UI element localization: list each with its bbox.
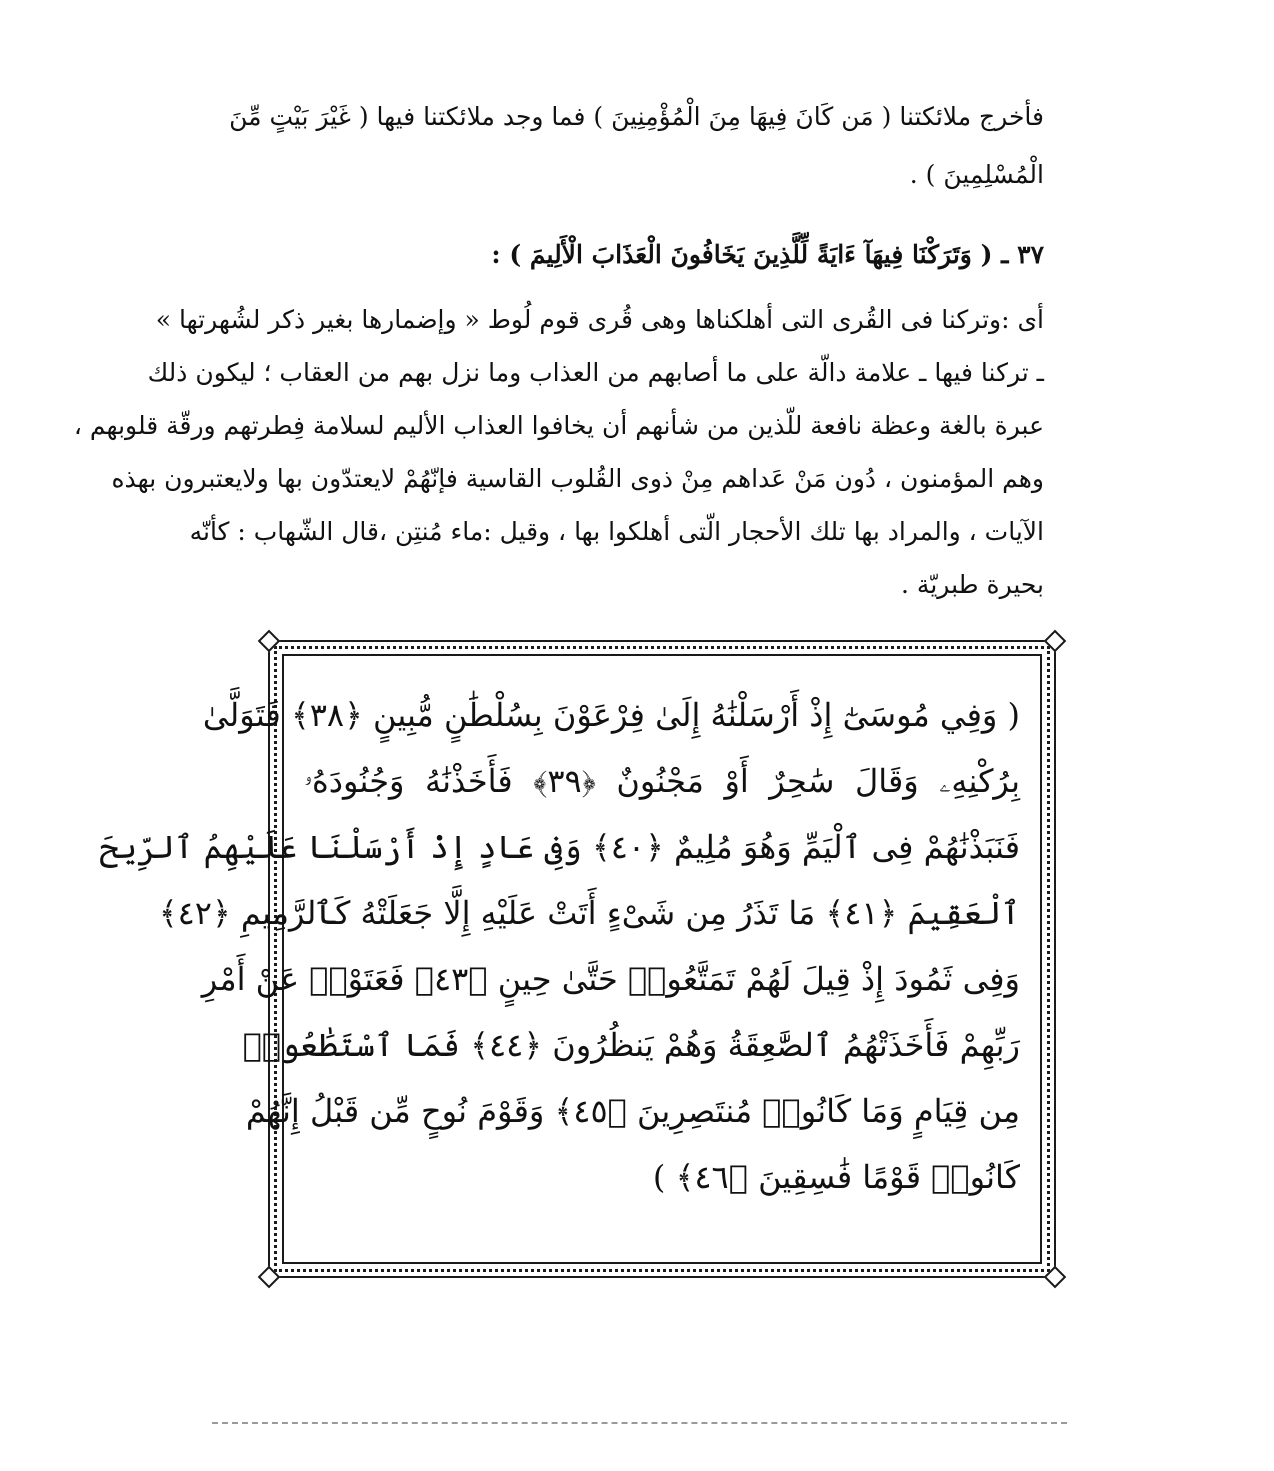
quran-verse-frame	[99, 640, 1056, 1278]
quran-verses	[99, 682, 1020, 1210]
text-line: الآيات ، والمراد بها تلك الأحجار الّتى أهلكوا بها ، وقيل :ماء مُنتِن ،قال الشّهاب : كأنّه	[189, 517, 1044, 546]
verse-heading-text: ٣٧ ـ ( وَتَرَكْنَا فِيهَآ ءَايَةً لِّلَّذِينَ يَخَافُونَ الْعَذَابَ الْأَلِيمَ ) :	[491, 240, 1044, 269]
text-line: عبرة بالغة وعظة نافعة للّذين من شأنهم أن يخافوا العذاب الأليم لسلامة فِطرتهم ورقّة قلوبهم ،	[73, 411, 1044, 440]
commentary-paragraph-intro	[229, 92, 1044, 208]
text-line: وهم المؤمنون ، دُون مَنْ عَداهم مِنْ ذوى القُلوب القاسية فإنّهُمْ لايعتدّون بها ولايعتبرون بهذه	[111, 464, 1044, 493]
verse-line: فَنَبَذْنَٰهُمْ فِى ٱلْيَمِّ وَهُوَ مُلِيمٌ ﴿٤٠﴾ وَفِى عَادٍ إِذْ أَرْسَلْنَا عَلَيْهِمُ ٱلرِّيحَ	[99, 828, 1020, 866]
verse-line: وَفِى ثَمُودَ إِذْ قِيلَ لَهُمْ تَمَتَّعُوا۟ حَتَّىٰ حِينٍ ﴿٤٣﴾ فَعَتَوْا۟ عَنْ أَمْرِ	[201, 960, 1020, 998]
text-line: بحيرة طبريّة .	[901, 570, 1044, 599]
commentary-paragraph-explanation	[73, 300, 1044, 618]
verse-line: ٱلْعَقِيمَ ﴿٤١﴾ مَا تَذَرُ مِن شَىْءٍ أَتَتْ عَلَيْهِ إِلَّا جَعَلَتْهُ كَٱلرَّمِيمِ ﴿٤٢﴾	[158, 894, 1020, 932]
verse-heading	[244, 240, 1044, 269]
page-bottom-rule	[212, 1422, 1067, 1424]
verse-line: ( وَفِي مُوسَىٰٓ إِذْ أَرْسَلْنَٰهُ إِلَىٰ فِرْعَوْنَ بِسُلْطَٰنٍ مُّبِينٍ ﴿٣٨﴾ فَتَوَلَّىٰ	[202, 696, 1020, 734]
text-line: فأخرج ملائكتنا ( مَن كَانَ فِيهَا مِنَ الْمُؤْمِنِينَ ) فما وجد ملائكتنا فيها ( غَيْرَ بَيْتٍ مِّنَ	[229, 102, 1044, 131]
verse-line: بِرُكْنِهِۦ وَقَالَ سَٰحِرٌ أَوْ مَجْنُونٌ ﴿٣٩﴾ فَأَخَذْنَٰهُ وَجُنُودَهُۥ	[304, 762, 1020, 800]
text-line: الْمُسْلِمِينَ ) .	[909, 160, 1044, 189]
text-line: ـ تركنا فيها ـ علامة دالّة على ما أصابهم من العذاب وما نزل بهم من العقاب ؛ ليكون ذلك	[147, 358, 1044, 387]
verse-line: كَانُوا۟ قَوْمًا فَٰسِقِينَ ﴿٤٦﴾ )	[652, 1158, 1020, 1196]
verse-line: رَبِّهِمْ فَأَخَذَتْهُمُ ٱلصَّٰعِقَةُ وَهُمْ يَنظُرُونَ ﴿٤٤﴾ فَمَا ٱسْتَطَٰعُوا۟	[242, 1026, 1020, 1064]
verse-line: مِن قِيَامٍ وَمَا كَانُوا۟ مُنتَصِرِينَ ﴿٤٥﴾ وَقَوْمَ نُوحٍ مِّن قَبْلُ إِنَّهُمْ	[245, 1092, 1020, 1130]
text-line: أى :وتركنا فى القُرى التى أهلكناها وهى قُرى قوم لُوط « وإضمارها بغير ذكر لشُهرتها »	[155, 305, 1044, 334]
